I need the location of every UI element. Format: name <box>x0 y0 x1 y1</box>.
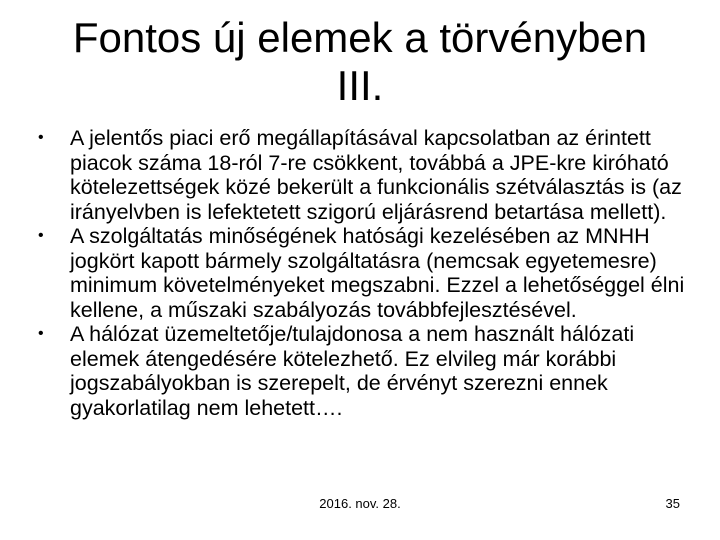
slide-title <box>40 14 680 110</box>
footer-date: 2016. nov. 28. <box>319 496 401 511</box>
bullet-text: A jelentős piaci erő megállapításával kapcsolatban az érintett piacok száma 18-ról 7-re csökkent, továbbá a JPE-kre kiróható kötelezettségek közé bekerült a funkcionális szétválasztás is (az irányelvben is lefektetett szigorú eljárásrend betartása mellett). <box>70 126 682 224</box>
bullet-icon: • <box>38 227 44 244</box>
bullet-item <box>30 224 694 322</box>
bullet-text: A szolgáltatás minőségének hatósági kezelésében az MNHH jogkört kapott bármely szolgáltatásra (nemcsak egyetemesre) minimum követelményeket megszabni. Ezzel a lehetőséggel élni kellene, a műszaki szabályozás továbbfejlesztésével. <box>70 224 685 322</box>
bullet-icon: • <box>38 325 44 342</box>
bullet-item <box>30 322 694 420</box>
bullet-icon: • <box>38 129 44 146</box>
bullet-text: A hálózat üzemeltetője/tulajdonosa a nem használt hálózati elemek átengedésére kötelezhető. Ez elvileg már korábbi jogszabályokban is szerepelt, de érvényt szerezni ennek gyakorlatilag nem lehetett…. <box>70 322 635 420</box>
slide-title-line-1: Fontos új elemek a törvényben <box>72 14 648 61</box>
bullet-item <box>30 126 694 224</box>
page-number: 35 <box>665 496 680 511</box>
bullet-list <box>30 126 694 420</box>
slide-title-line-2: III. <box>336 62 384 109</box>
